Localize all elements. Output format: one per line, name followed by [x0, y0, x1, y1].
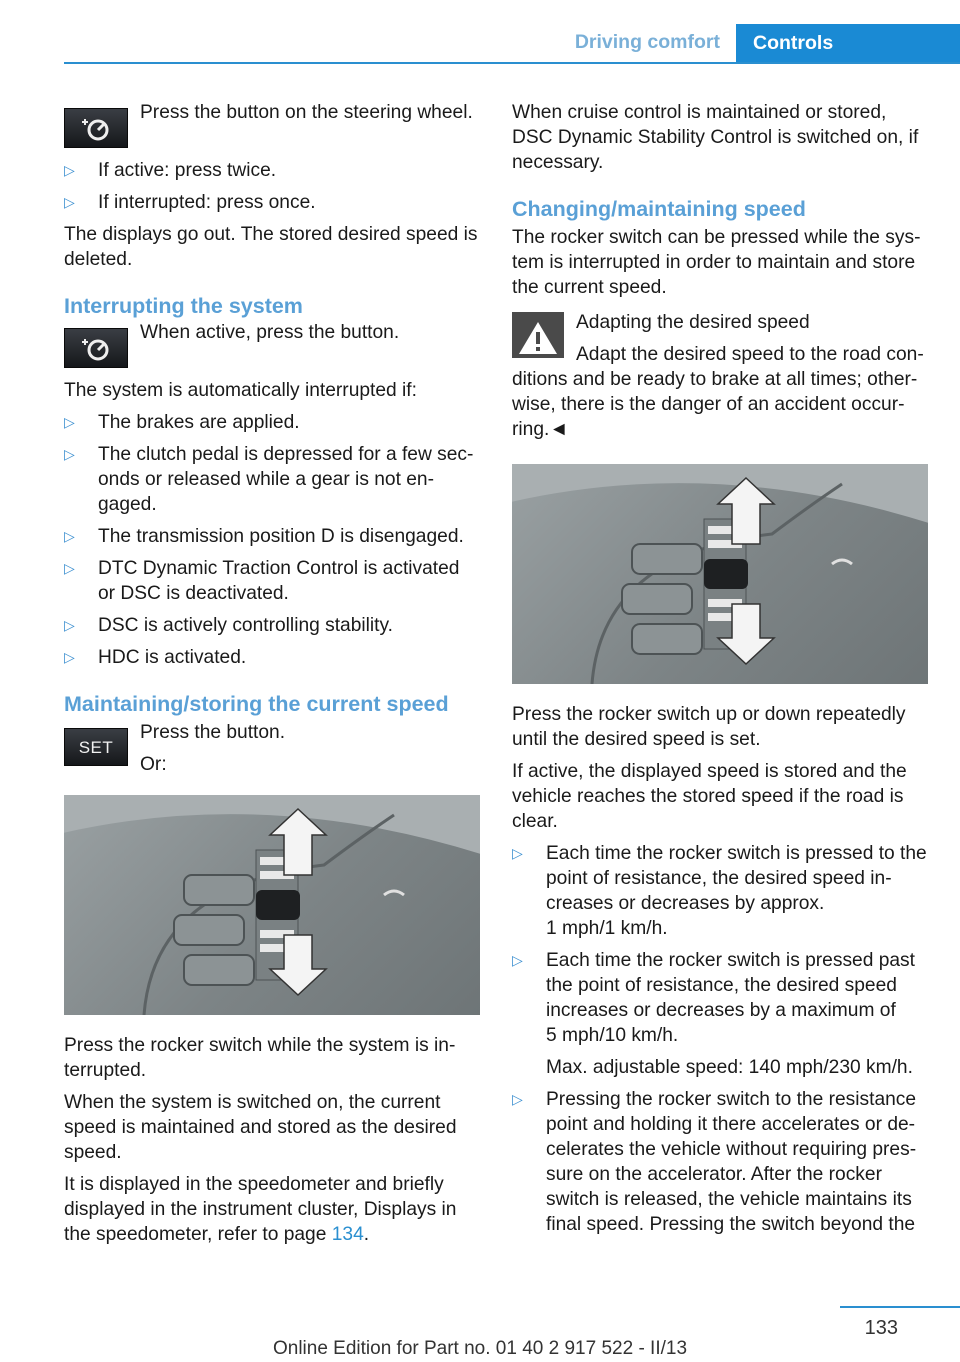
rocker-text: The rocker switch can be pressed while the system is interrupted in order to maintain and store the current speed. — [512, 227, 921, 298]
switched-on-text: When the system is switched on, the current speed is maintained and stored as the desired speed. — [64, 1092, 457, 1163]
deactivate-list — [64, 158, 480, 215]
list-item: ▷ Pressing the rocker switch to the resistance point and holding it there accelerates or decelerates the vehicle without requiring pressure on the accelerator. After the rocker switch is released, the vehicle maintains its final speed. Pressing the switch beyond the — [512, 1089, 917, 1235]
triangle-marker-icon: ▷ — [64, 162, 75, 178]
press-button-text: Press the button. — [140, 722, 286, 743]
list-item: ▷ The brakes are applied. — [64, 412, 300, 433]
edition-text: Online Edition for Part no. 01 40 2 917 522 - II/13 — [272, 1338, 688, 1359]
heading-maintaining: Maintaining/storing the current speed — [64, 692, 449, 716]
set-button-row — [64, 720, 480, 777]
warning-text: Adapt the desired speed to the road conditions and be ready to brake at all times; otherwise, there is the danger of an accident occurring.◄ — [512, 344, 924, 440]
list-item: ▷ If active: press twice. — [64, 160, 277, 181]
list-item: ▷ Each time the rocker switch is pressed past the point of resistance, the desired speed increases or decreases by a maximum of 5 mph/10 km/h. Max. adjustable speed: 140 mph/230 km/h. — [512, 948, 928, 1080]
section-title: Driving comfort — [574, 31, 720, 53]
warning-title: Adapting the desired speed — [576, 312, 810, 333]
triangle-marker-icon: ▷ — [64, 528, 75, 544]
displays-out-text: The displays go out. The stored desired speed is deleted. — [64, 224, 478, 270]
cruise-interrupt-button-icon — [64, 328, 128, 368]
warning-triangle-icon — [512, 312, 564, 358]
rocker-interrupted-text: Press the rocker switch while the system is interrupted. — [64, 1035, 456, 1081]
page-header — [64, 24, 960, 64]
triangle-marker-icon: ▷ — [64, 446, 75, 462]
heading-interrupting: Interrupting the system — [64, 294, 303, 318]
triangle-marker-icon: ▷ — [64, 560, 75, 576]
set-button-icon: SET — [64, 728, 128, 766]
page-footer — [0, 1304, 960, 1362]
page-reference-link[interactable]: 134 — [331, 1224, 364, 1245]
triangle-marker-icon: ▷ — [512, 952, 523, 968]
triangle-marker-icon: ▷ — [64, 194, 75, 210]
list-item: ▷ DSC is actively controlling stability. — [64, 615, 394, 636]
dsc-text: When cruise control is maintained or stored, DSC Dynamic Stability Control is switched on, if necessary. — [512, 102, 919, 173]
if-active-text: If active, the displayed speed is stored and the vehicle reaches the stored speed if the road is clear. — [512, 761, 907, 832]
interrupt-button-row — [64, 320, 480, 370]
up-down-text: Press the rocker switch up or down repeatedly until the desired speed is set. — [512, 704, 906, 750]
footer-rule — [840, 1306, 960, 1308]
list-item: ▷ If interrupted: press once. — [64, 192, 316, 213]
resume-button-row — [64, 100, 480, 150]
heading-changing: Changing/maintaining speed — [512, 197, 806, 221]
max-speed-text: Max. adjustable speed: 140 mph/230 km/h. — [546, 1057, 913, 1078]
list-item: ▷ HDC is activated. — [64, 647, 247, 668]
triangle-marker-icon: ▷ — [64, 414, 75, 430]
speed-change-list — [512, 841, 928, 1237]
list-item: ▷ The clutch pedal is depressed for a few seconds or released while a gear is not engaged. — [64, 444, 474, 515]
right-column — [512, 100, 928, 1244]
triangle-marker-icon: ▷ — [64, 617, 75, 633]
left-column — [64, 100, 480, 1254]
displayed-text: It is displayed in the speedometer and briefly displayed in the instrument cluster, Displays in the speedometer, refer to page 134. — [64, 1174, 457, 1245]
warning-block — [512, 310, 928, 442]
auto-interrupt-text: The system is automatically interrupted if: — [64, 380, 417, 401]
or-text: Or: — [140, 754, 167, 775]
steering-wheel-rocker-image — [64, 795, 480, 1015]
press-wheel-text: Press the button on the steering wheel. — [140, 102, 473, 123]
when-active-text: When active, press the button. — [140, 322, 400, 343]
triangle-marker-icon: ▷ — [512, 845, 523, 861]
cruise-resume-button-icon — [64, 108, 128, 148]
list-item: ▷ Each time the rocker switch is pressed to the point of resistance, the desired speed increases or decreases by approx. 1 mph/1 km/h. — [512, 843, 927, 939]
list-item: ▷ The transmission position D is disengaged. — [64, 526, 464, 547]
page-number: 133 — [864, 1317, 898, 1339]
chapter-tab: Controls — [736, 24, 960, 62]
list-item: ▷ DTC Dynamic Traction Control is activated or DSC is deactivated. — [64, 558, 460, 604]
triangle-marker-icon: ▷ — [64, 649, 75, 665]
interrupt-conditions-list — [64, 410, 480, 670]
steering-wheel-rocker-image — [512, 464, 928, 684]
triangle-marker-icon: ▷ — [512, 1091, 523, 1107]
